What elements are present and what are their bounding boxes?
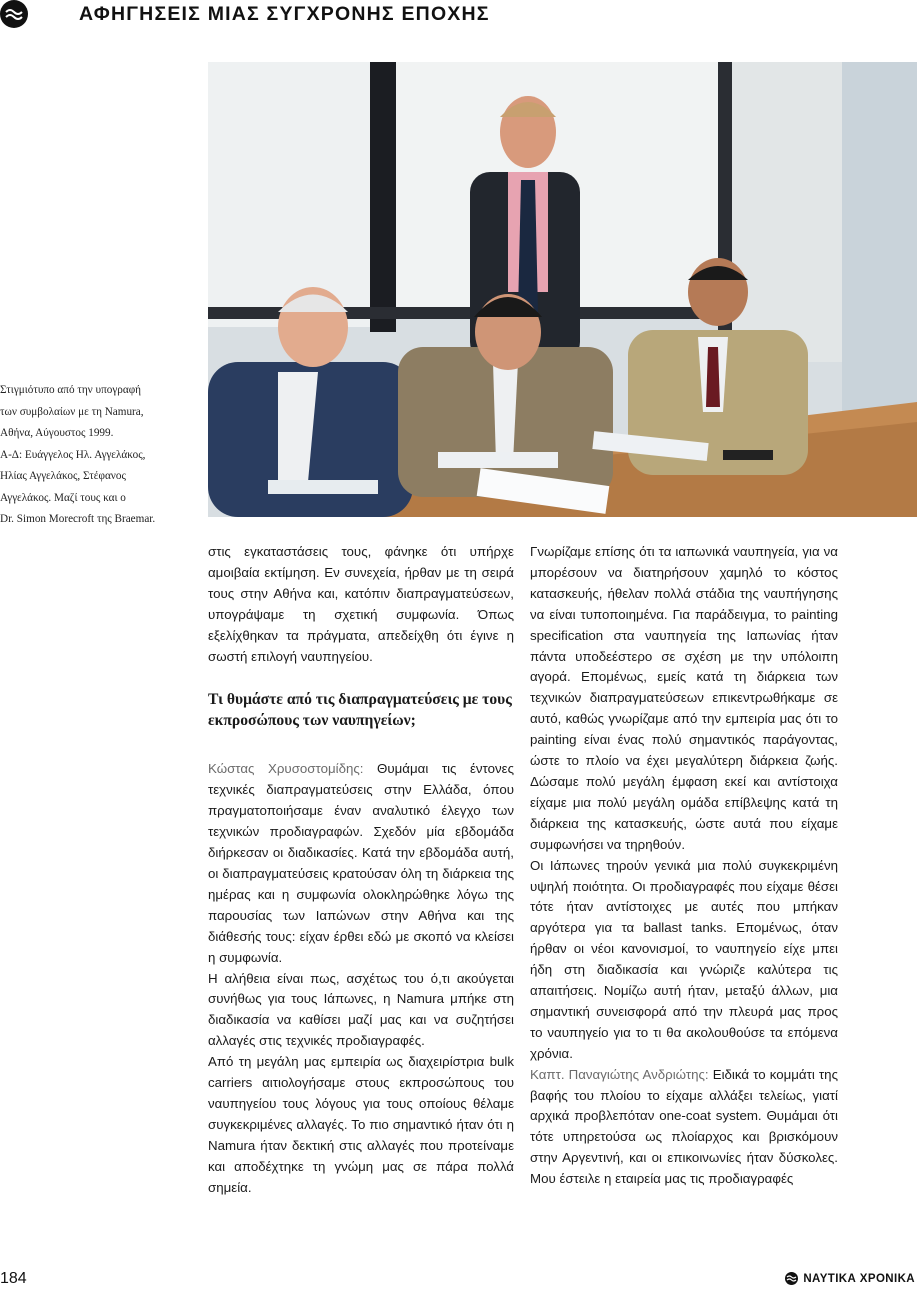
brand-logo-icon (785, 1272, 798, 1285)
caption-line: Αθήνα, Αύγουστος 1999. (0, 427, 114, 439)
page-number: 184 (0, 1270, 27, 1287)
caption-line: Α-Δ: Ευάγγελος Ηλ. Αγγελάκος, (0, 448, 146, 461)
interview-question: Τι θυμάστε από τις διαπραγματεύσεις με τους εκπροσώπους των ναυπηγείων; (208, 691, 512, 730)
running-title: ΑΦΗΓΗΣΕΙΣ ΜΙΑΣ ΣΥΓΧΡΟΝΗΣ ΕΠΟΧΗΣ (79, 3, 490, 25)
body-paragraph: Από τη μεγάλη μας εμπειρία ως διαχειρίστρια bulk carriers αιτιολογήσαμε στους εκπροσώπους του ναυπηγείου τους λόγους για τους οποίους θέλαμε συγκεκριμένες αλλαγές. Το πιο σημαντικό ήταν ότι η Namura ήταν δεκτική στις αλλαγές που προτείναμε και αποδέχτηκε τη γνώμη μας σε πάρα πολλά σημεία. (208, 1054, 514, 1195)
signing-ceremony-photo (208, 62, 917, 517)
caption-line: Ηλίας Αγγελάκος, Στέφανος (0, 470, 126, 482)
caption-line: των συμβολαίων με τη Namura, (0, 405, 144, 418)
answer-text: Θυμάμαι τις έντονες τεχνικές διαπραγματεύσεις στην Ελλάδα, όπου πραγματοποιήσαμε έναν αναλυτικό έλεγχο των τεχνικών προδιαγραφών. Σχεδόν μία εβδομάδα διήρκεσαν οι διαδικασίες. Κατά την εβδομάδα αυτή, οι διαπραγματεύσεις κρατούσαν όλη τη διάρκεια της ημέρας και η συμφωνία ολοκληρώθηκε λόγω της παρουσίας των Ιαπώνων στην Αθήνα και της διάθεσής τους: είχαν έρθει εδώ με σκοπό να κλείσει η συμφωνία. (208, 761, 514, 965)
answer-paragraph (208, 759, 514, 968)
photo-caption (0, 380, 176, 531)
magazine-logo-icon (0, 0, 28, 28)
body-paragraph: Γνωρίζαμε επίσης ότι τα ιαπωνικά ναυπηγεία, για να μπορέσουν να διατηρήσουν χαμηλό το κόστος κατασκευής, ήθελαν πολλά στάδια της ναυπήγησης να είναι τυποποιημένα. Για παράδειγμα, το painting specification στα ναυπηγεία της Ιαπωνίας ήταν πάντα υποδεέστερο σε σχέση με την υπόλοιπη αγορά. Επομένως, εμείς κατά τη διάρκεια των τεχνικών διαπραγματεύσεων επικεντρωθήκαμε σε αυτό, καθώς γνωρίζαμε από την εμπειρία μας ότι το painting είναι ένας πολύ σημαντικός παράγοντας, ώστε το πλοίο να έχει μεγαλύτερη διάρκεια ζωής. Δώσαμε πολύ μεγάλη έμφαση εκεί και αντίστοιχα είχαμε μια πολύ μεγάλη ομάδα επίβλεψης κατά τη διάρκεια της κατασκευής, ώστε αυτά που είχαμε συμφωνήσει να τηρηθούν. (530, 544, 838, 852)
caption-line: Στιγμιότυπο από την υπογραφή (0, 384, 142, 396)
answer-text: Ειδικά το κομμάτι της βαφής του πλοίου το είχαμε αλλάξει τελείως, γιατί αρχικά προβλεπόταν one-coat system. Θυμάμαι ότι τότε υπηρετούσα ως πλοίαρχος και βρισκόμουν στην Αργεντινή, και οι επικοινωνίες ήταν δύσκολες. Μου έστειλε η εταιρεία μας τις προδιαγραφές (530, 1066, 838, 1187)
intro-paragraph: στις εγκαταστάσεις τους, φάνηκε ότι υπήρχε αμοιβαία εκτίμηση. Εν συνεχεία, ήρθαν με τη σειρά τους στην Αθήνα και, κατόπιν διαπραγματεύσεων, υπογράψαμε τη σχετική συμφωνία. Όπως εξελίχθηκαν τα πράγματα, απεδείχθη ότι έγινε η σωστή επιλογή ναυπηγείου. (208, 544, 514, 664)
caption-line: Dr. Simon Morecroft της Braemar. (0, 513, 156, 525)
caption-line: Αγγελάκος. Μαζί τους και ο (0, 491, 126, 504)
left-text-column (208, 542, 514, 1198)
brand-name: ΝΑΥΤΙΚΑ ΧΡΟΝΙΚΑ (803, 1272, 915, 1285)
speaker-name: Κώστας Χρυσοστομίδης: (208, 761, 364, 777)
photo-illustration (208, 62, 917, 517)
footer-brand (785, 1272, 915, 1285)
answer-paragraph (530, 1065, 838, 1190)
right-text-column (530, 542, 838, 1190)
body-paragraph: Η αλήθεια είναι πως, ασχέτως του ό,τι ακούγεται συνήθως για τους Ιάπωνες, η Namura μπήκε στη διαδικασία να καθίσει μαζί μας και να συζητήσει αλλαγές στις τεχνικές προδιαγραφές. (208, 970, 514, 1049)
speaker-name: Καπτ. Παναγιώτης Ανδριώτης: (530, 1066, 709, 1082)
body-paragraph: Οι Ιάπωνες τηρούν γενικά μια πολύ συγκεκριμένη υψηλή ποιότητα. Οι προδιαγραφές που είχαμε θέσει τότε ήταν αντίστοιχες με αυτές που μπήκαν αργότερα για τα ballast tanks. Επομένως, όταν ήρθαν οι νέοι κανονισμοί, το ναυπηγείο είχε μπει ήδη στη διαδικασία και γνώριζε καλύτερα τις απαιτήσεις. Νομίζω αυτή ήταν, μεταξύ άλλων, μια σημαντική συνεισφορά από την πλευρά μας προς το ναυπηγείο για το τι θα ακολουθούσε τα επόμενα χρόνια. (530, 857, 838, 1061)
